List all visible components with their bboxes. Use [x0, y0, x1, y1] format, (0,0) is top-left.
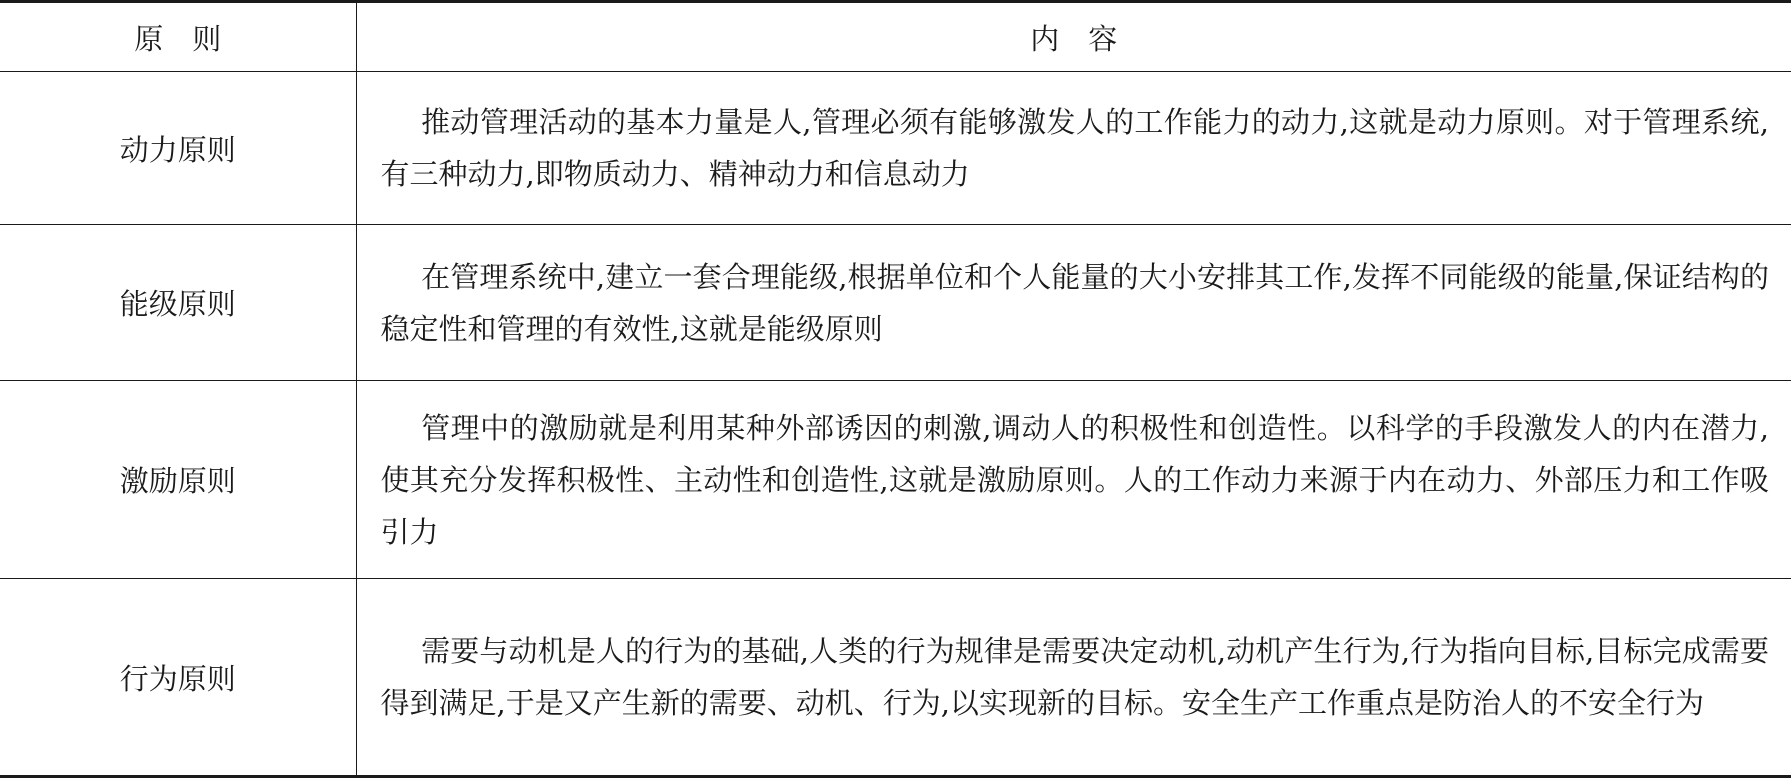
- header-content: [356, 2, 1791, 72]
- table-row: [0, 72, 1791, 225]
- table-row: [0, 579, 1791, 777]
- principle-cell: 激励原则: [0, 381, 356, 579]
- content-cell: 推动管理活动的基本力量是人,管理必须有能够激发人的工作能力的动力,这就是动力原则。对于管理系统,有三种动力,即物质动力、精神动力和信息动力: [356, 72, 1791, 225]
- principle-cell: 能级原则: [0, 225, 356, 381]
- principle-cell: 行为原则: [0, 579, 356, 777]
- header-content-label: 内 容: [1030, 21, 1118, 56]
- header-principle: [0, 2, 356, 72]
- content-cell: 需要与动机是人的行为的基础,人类的行为规律是需要决定动机,动机产生行为,行为指向目标,目标完成需要得到满足,于是又产生新的需要、动机、行为,以实现新的目标。安全生产工作重点是防治人的不安全行为: [356, 579, 1791, 777]
- table-header-row: [0, 2, 1791, 72]
- table-row: [0, 381, 1791, 579]
- content-cell: 管理中的激励就是利用某种外部诱因的刺激,调动人的积极性和创造性。以科学的手段激发人的内在潜力,使其充分发挥积极性、主动性和创造性,这就是激励原则。人的工作动力来源于内在动力、外部压力和工作吸引力: [356, 381, 1791, 579]
- table-row: [0, 225, 1791, 381]
- header-principle-label: 原 则: [134, 21, 222, 56]
- content-cell: 在管理系统中,建立一套合理能级,根据单位和个人能量的大小安排其工作,发挥不同能级的能量,保证结构的稳定性和管理的有效性,这就是能级原则: [356, 225, 1791, 381]
- principle-cell: 动力原则: [0, 72, 356, 225]
